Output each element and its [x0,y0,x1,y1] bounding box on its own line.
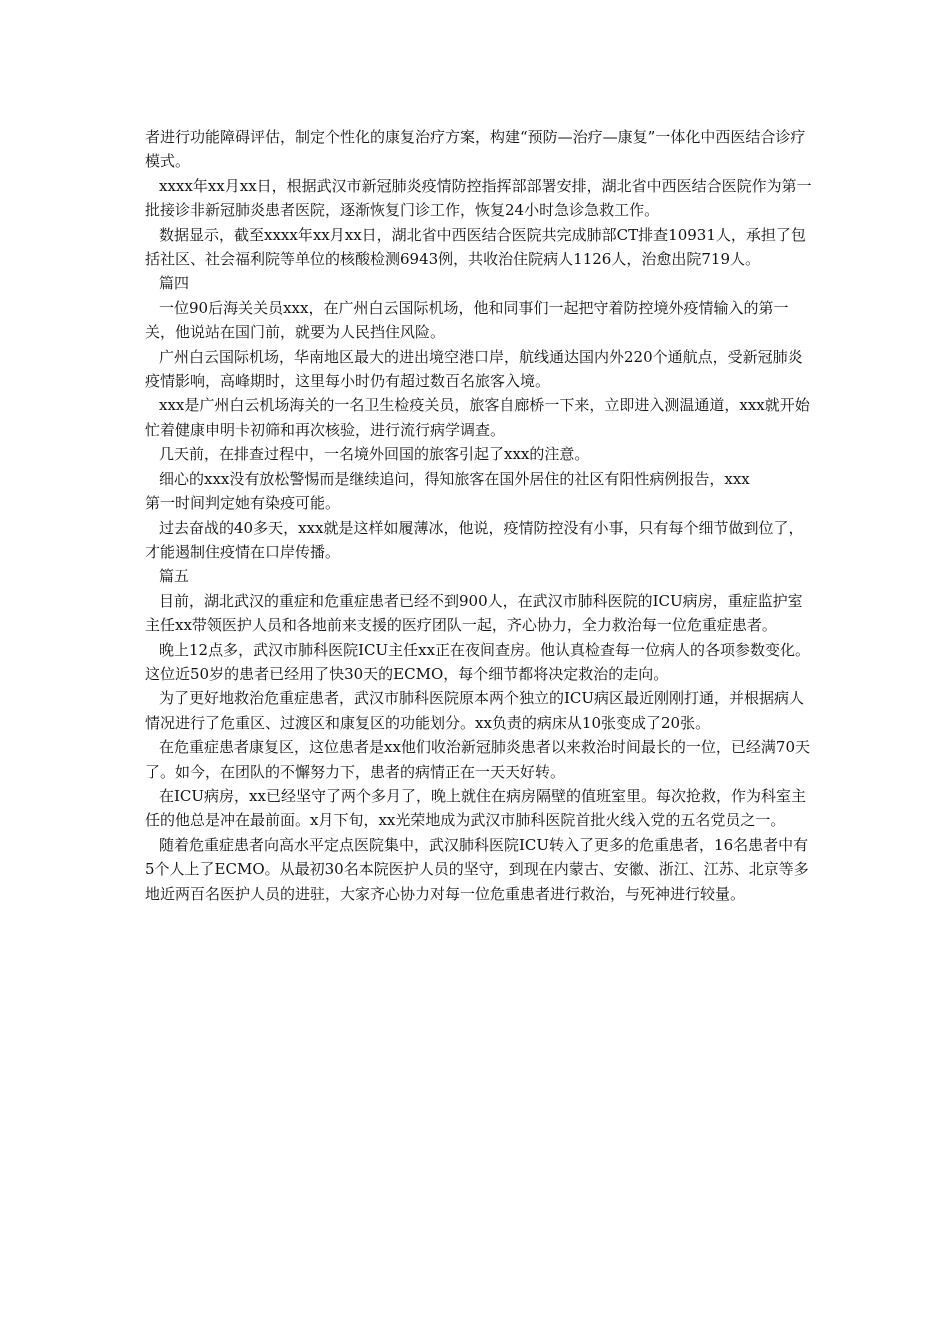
paragraph: 晚上12点多，武汉市肺科医院ICU主任xx正在夜间查房。他认真检查每一位病人的各项参数变化。这位近50岁的患者已经用了快30天的ECMO，每个细节都将决定救治的走向。 [145,640,811,683]
section-heading: 篇五 [159,567,190,586]
paragraph: 在ICU病房，xx已经坚守了两个多月了，晚上就住在病房隔壁的值班室里。每次抢救，作为科室主任的他总是冲在最前面。x月下旬，xx光荣地成为武汉市肺科医院首批火线入党的五名党员之一。 [145,786,806,830]
paragraph: 随着危重症患者向高水平定点医院集中，武汉肺科医院ICU转入了更多的危重患者，16名患者中有5个人上了ECMO。从最初30名本院医护人员的坚守，到现在内蒙古、安徽、浙江、江苏、北京等多地近两百名医护人员的进驻，大家齐心协力对每一位危重患者进行救治，与死神进行较量。 [145,835,809,903]
paragraph: 第一时间判定她有染疫可能。 [145,494,341,513]
paragraph: xxxx年xx月xx日，根据武汉市新冠肺炎疫情防控指挥部部署安排，湖北省中西医结合医院作为第一批接诊非新冠肺炎患者医院，逐渐恢复门诊工作，恢复24小时急诊急救工作。 [145,176,812,220]
paragraph: 细心的xxx没有放松警惕而是继续追问，得知旅客在国外居住的社区有阳性病例报告，xxx [159,469,750,488]
paragraph: 广州白云国际机场，华南地区最大的进出境空港口岸，航线通达国内外220个通航点，受新冠肺炎疫情影响，高峰期时，这里每小时仍有超过数百名旅客入境。 [145,347,803,391]
paragraph: 为了更好地救治危重症患者，武汉市肺科医院原本两个独立的ICU病区最近刚刚打通，并根据病人情况进行了危重区、过渡区和康复区的功能划分。xx负责的病床从10张变成了20张。 [145,689,805,732]
paragraph: 数据显示，截至xxxx年xx月xx日，湖北省中西医结合医院共完成肺部CT排查10931人，承担了包括社区、社会福利院等单位的核酸检测6943例，共收治住院病人1126人，治愈出院719人。 [145,225,806,269]
paragraph: 目前，湖北武汉的重症和危重症患者已经不到900人，在武汉市肺科医院的ICU病房，重症监护室主任xx带领医护人员和各地前来支援的医疗团队一起，齐心协力，全力救治每一位危重症患者。 [145,591,803,635]
paragraph: 者进行功能障碍评估，制定个性化的康复治疗方案，构建“预防—治疗—康复”一体化中西医结合诊疗模式。 [145,128,806,171]
paragraph: 几天前，在排查过程中，一名境外回国的旅客引起了xxx的注意。 [159,445,590,464]
document-body [145,125,815,906]
paragraph: 过去奋战的40多天，xxx就是这样如履薄冰，他说，疫情防控没有小事，只有每个细节做到位了，才能遏制住疫情在口岸传播。 [145,518,804,561]
paragraph: xxx是广州白云机场海关的一名卫生检疫关员，旅客自廊桥一下来，立即进入测温通道，xxx就开始忙着健康申明卡初筛和再次核验，进行流行病学调查。 [145,396,810,439]
section-heading: 篇四 [159,274,190,293]
paragraph: 在危重症患者康复区，这位患者是xx他们收治新冠肺炎患者以来救治时间最长的一位，已经满70天了。如今，在团队的不懈努力下，患者的病情正在一天天好转。 [145,738,811,781]
paragraph: 一位90后海关关员xxx，在广州白云国际机场，他和同事们一起把守着防控境外疫情输入的第一关，他说站在国门前，就要为人民挡住风险。 [145,298,789,342]
